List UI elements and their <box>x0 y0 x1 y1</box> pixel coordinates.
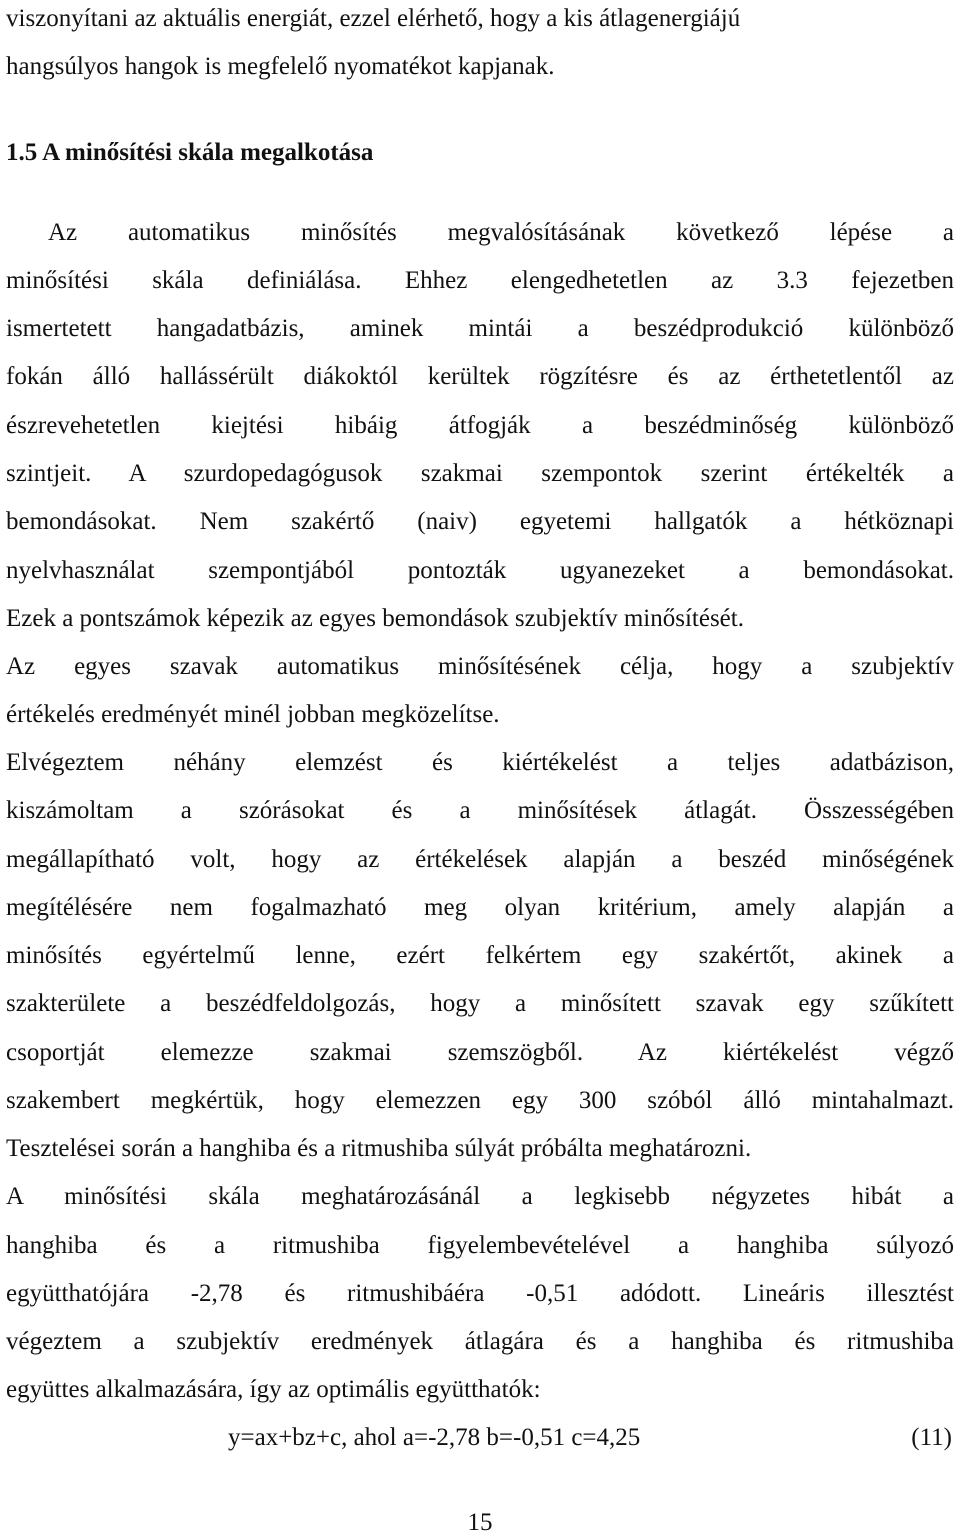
text-line: kiszámoltam a szórásokat és a minősítések átlagát. Összességében <box>6 797 954 824</box>
text-line: csoportját elemezze szakmai szemszögből. Az kiértékelést végző <box>6 1039 954 1066</box>
text-line: minősítési skála definiálása. Ehhez elengedhetetlen az 3.3 fejezetben <box>6 267 954 294</box>
equation: y=ax+bz+c, ahol a=-2,78 b=-0,51 c=4,25 <box>228 1424 641 1451</box>
text-line: Az egyes szavak automatikus minősítésének célja, hogy a szubjektív <box>6 653 954 680</box>
text-line: együtthatójára -2,78 és ritmushibáéra -0,51 adódott. Lineáris illesztést <box>6 1280 954 1307</box>
page-number: 15 <box>467 1509 493 1536</box>
text-line: végeztem a szubjektív eredmények átlagára és a hanghiba és ritmushiba <box>6 1328 954 1355</box>
text-line: nyelvhasználat szempontjából pontozták ugyanezeket a bemondásokat. <box>6 557 954 584</box>
text-line: hangsúlyos hangok is megfelelő nyomatékot kapjanak. <box>6 53 555 80</box>
text-line: szakembert megkértük, hogy elemezzen egy 300 szóból álló mintahalmazt. <box>6 1087 954 1114</box>
text-line: szakterülete a beszédfeldolgozás, hogy a minősített szavak egy szűkített <box>6 990 954 1017</box>
text-line: hanghiba és a ritmushiba figyelembevételével a hanghiba súlyozó <box>6 1232 954 1259</box>
text-line: viszonyítani az aktuális energiát, ezzel elérhető, hogy a kis átlagenergiájú <box>6 5 741 32</box>
text-line: bemondásokat. Nem szakértő (naiv) egyetemi hallgatók a hétköznapi <box>6 508 954 535</box>
text-line: megítélésére nem fogalmazható meg olyan kritérium, amely alapján a <box>6 894 954 921</box>
text-line: Elvégeztem néhány elemzést és kiértékelést a teljes adatbázison, <box>6 749 954 776</box>
equation-number: (11) <box>911 1424 952 1451</box>
text-line: szintjeit. A szurdopedagógusok szakmai szempontok szerint értékelték a <box>6 460 954 487</box>
text-line: A minősítési skála meghatározásánál a legkisebb négyzetes hibát a <box>6 1183 954 1210</box>
text-line: megállapítható volt, hogy az értékelések alapján a beszéd minőségének <box>6 846 954 873</box>
section-heading: 1.5 A minősítési skála megalkotása <box>6 139 374 166</box>
text-line: Ezek a pontszámok képezik az egyes bemondások szubjektív minősítését. <box>6 605 744 632</box>
text-line: ismertetett hangadatbázis, aminek mintái a beszédprodukció különböző <box>6 315 954 342</box>
text-line: észrevehetetlen kiejtési hibáig átfogják a beszédminőség különböző <box>6 412 954 439</box>
text-line: fokán álló hallássérült diákoktól kerültek rögzítésre és az érthetetlentől az <box>6 363 954 390</box>
text-line: értékelés eredményét minél jobban megközelítse. <box>6 701 500 728</box>
text-line: együttes alkalmazására, így az optimális együtthatók: <box>6 1376 541 1403</box>
text-line: Tesztelései során a hanghiba és a ritmushiba súlyát próbálta meghatározni. <box>6 1135 752 1162</box>
text-line: Az automatikus minősítés megvalósításának következő lépése a <box>48 219 954 246</box>
text-line: minősítés egyértelmű lenne, ezért felkértem egy szakértőt, akinek a <box>6 942 954 969</box>
